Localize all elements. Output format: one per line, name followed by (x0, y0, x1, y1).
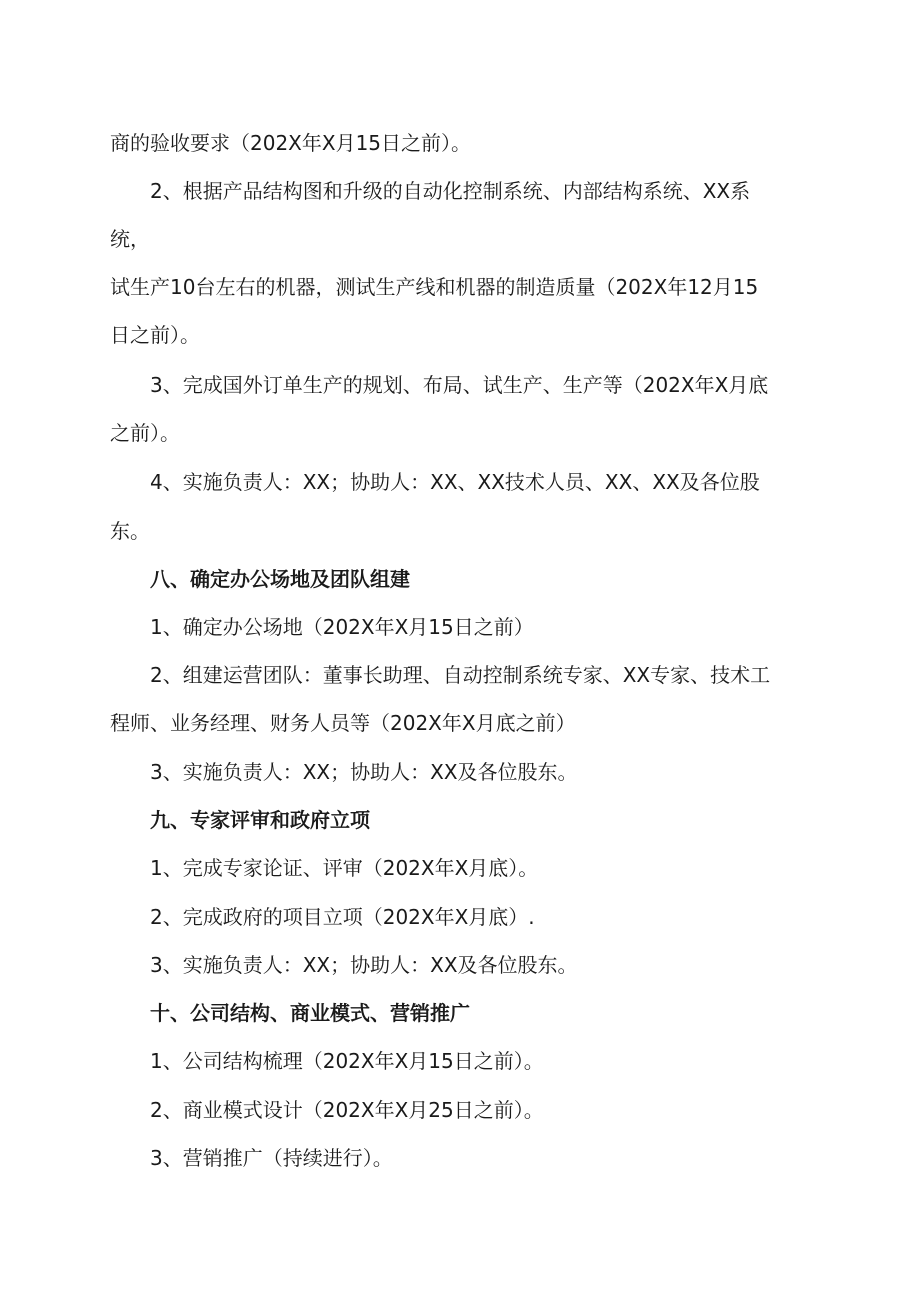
text-line: 2、根据产品结构图和升级的自动化控制系统、内部结构系统、XX系 (150, 179, 751, 203)
text-line: 商的验收要求（202X年X月15日之前）。 (110, 131, 472, 155)
text-line: 4、实施负责人：XX；协助人：XX、XX技术人员、XX、XX及各位股 (150, 470, 760, 494)
text-line: 2、组建运营团队：董事长助理、自动控制系统专家、XX专家、技术工 (150, 663, 771, 687)
text-line: 日之前）。 (110, 323, 200, 347)
text-line: 3、实施负责人：XX；协助人：XX及各位股东。 (150, 760, 578, 784)
text-line: 3、完成国外订单生产的规划、布局、试生产、生产等（202X年X月底 (150, 373, 769, 397)
section-heading: 八、确定办公场地及团队组建 (150, 567, 410, 591)
text-line: 试生产10台左右的机器，测试生产线和机器的制造质量（202X年12月15 (110, 275, 759, 299)
text-line: 东。 (110, 519, 150, 543)
text-line: 1、完成专家论证、评审（202X年X月底）。 (150, 856, 539, 880)
section-heading: 九、专家评审和政府立项 (150, 808, 370, 832)
text-line: 2、商业模式设计（202X年X月25日之前）。 (150, 1098, 544, 1122)
text-line: 程师、业务经理、财务人员等（202X年X月底之前） (110, 711, 576, 735)
text-line: 1、确定办公场地（202X年X月15日之前） (150, 615, 534, 639)
section-heading: 十、公司结构、商业模式、营销推广 (150, 1001, 470, 1025)
text-line: 3、实施负责人：XX；协助人：XX及各位股东。 (150, 953, 578, 977)
text-line: 2、完成政府的项目立项（202X年X月底）. (150, 905, 535, 929)
text-line: 统， (110, 227, 150, 251)
text-line: 1、公司结构梳理（202X年X月15日之前）。 (150, 1049, 544, 1073)
text-line: 3、营销推广（持续进行）。 (150, 1146, 393, 1170)
text-line: 之前）。 (110, 421, 180, 445)
